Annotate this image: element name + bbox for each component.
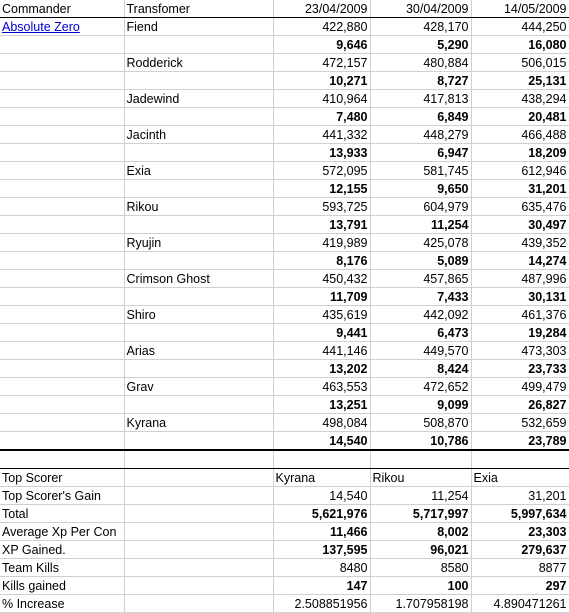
- transformer-name[interactable]: Grav: [124, 378, 273, 396]
- summary-value[interactable]: 23,303: [471, 523, 569, 541]
- summary-spacer[interactable]: [124, 505, 273, 523]
- xp-cell[interactable]: 635,476: [471, 198, 569, 216]
- gain-cell[interactable]: 30,497: [471, 216, 569, 234]
- summary-value[interactable]: 4.890471261: [471, 595, 569, 613]
- commander-link-text[interactable]: Absolute Zero: [2, 20, 80, 34]
- summary-row: [0, 559, 569, 577]
- transformer-name[interactable]: Fiend: [124, 18, 273, 36]
- xp-cell[interactable]: 593,725: [273, 198, 370, 216]
- transformer-name[interactable]: Jacinth: [124, 126, 273, 144]
- summary-label[interactable]: Team Kills: [0, 559, 124, 577]
- summary-spacer[interactable]: [124, 541, 273, 559]
- xp-cell[interactable]: 532,659: [471, 414, 569, 432]
- xp-cell[interactable]: 461,376: [471, 306, 569, 324]
- xp-cell[interactable]: 487,996: [471, 270, 569, 288]
- empty-cell[interactable]: [370, 450, 471, 469]
- xp-cell[interactable]: 581,745: [370, 162, 471, 180]
- xp-cell[interactable]: 435,619: [273, 306, 370, 324]
- xp-cell[interactable]: 506,015: [471, 54, 569, 72]
- summary-value[interactable]: 2.508851956: [273, 595, 370, 613]
- gain-cell[interactable]: 10,786: [370, 432, 471, 451]
- empty-cell[interactable]: [0, 450, 124, 469]
- summary-value[interactable]: 297: [471, 577, 569, 595]
- xp-cell[interactable]: 498,084: [273, 414, 370, 432]
- empty-cell[interactable]: [471, 450, 569, 469]
- gain-cell[interactable]: 31,201: [471, 180, 569, 198]
- header-transformer[interactable]: Transfomer: [124, 0, 273, 18]
- summary-value[interactable]: Rikou: [370, 469, 471, 487]
- transformer-name[interactable]: Rikou: [124, 198, 273, 216]
- transformer-cell[interactable]: [124, 144, 273, 162]
- member-gain-row: [0, 180, 569, 198]
- member-gain-row: [0, 432, 569, 451]
- member-xp-row: [0, 414, 569, 432]
- summary-label[interactable]: Average Xp Per Con: [0, 523, 124, 541]
- xp-cell[interactable]: 444,250: [471, 18, 569, 36]
- gain-cell[interactable]: 7,433: [370, 288, 471, 306]
- xp-cell[interactable]: 499,479: [471, 378, 569, 396]
- gain-cell[interactable]: 6,947: [370, 144, 471, 162]
- summary-value[interactable]: 14,540: [273, 487, 370, 505]
- summary-label[interactable]: Top Scorer: [0, 469, 124, 487]
- member-gain-row: [0, 216, 569, 234]
- transformer-cell[interactable]: [124, 360, 273, 378]
- summary-value[interactable]: 8877: [471, 559, 569, 577]
- commander-cell[interactable]: [0, 54, 124, 72]
- gain-cell[interactable]: 8,424: [370, 360, 471, 378]
- gain-cell[interactable]: 16,080: [471, 36, 569, 54]
- empty-cell[interactable]: [124, 450, 273, 469]
- summary-row: [0, 505, 569, 523]
- gain-cell[interactable]: 13,933: [273, 144, 370, 162]
- gain-cell[interactable]: 13,791: [273, 216, 370, 234]
- summary-value[interactable]: 31,201: [471, 487, 569, 505]
- summary-label[interactable]: Kills gained: [0, 577, 124, 595]
- xp-cell[interactable]: 604,979: [370, 198, 471, 216]
- gain-cell[interactable]: 5,290: [370, 36, 471, 54]
- transformer-name[interactable]: Ryujin: [124, 234, 273, 252]
- xp-cell[interactable]: 442,092: [370, 306, 471, 324]
- gain-cell[interactable]: 13,251: [273, 396, 370, 414]
- member-xp-row: [0, 234, 569, 252]
- summary-value[interactable]: 100: [370, 577, 471, 595]
- transformer-cell[interactable]: [124, 432, 273, 451]
- header-row: [0, 0, 569, 18]
- xp-cell[interactable]: 508,870: [370, 414, 471, 432]
- summary-row: [0, 469, 569, 487]
- xp-cell[interactable]: 428,170: [370, 18, 471, 36]
- xp-cell[interactable]: 466,488: [471, 126, 569, 144]
- commander-cell[interactable]: [0, 36, 124, 54]
- summary-value[interactable]: 8580: [370, 559, 471, 577]
- commander-cell[interactable]: [0, 144, 124, 162]
- gain-cell[interactable]: 20,481: [471, 108, 569, 126]
- summary-row: [0, 541, 569, 559]
- summary-value[interactable]: 5,997,634: [471, 505, 569, 523]
- gain-cell[interactable]: 23,789: [471, 432, 569, 451]
- transformer-name[interactable]: Exia: [124, 162, 273, 180]
- xp-cell[interactable]: 449,570: [370, 342, 471, 360]
- summary-spacer[interactable]: [124, 559, 273, 577]
- commander-cell[interactable]: [0, 396, 124, 414]
- summary-spacer[interactable]: [124, 523, 273, 541]
- transformer-name[interactable]: Jadewind: [124, 90, 273, 108]
- xp-cell[interactable]: 439,352: [471, 234, 569, 252]
- member-gain-row: [0, 396, 569, 414]
- gain-cell[interactable]: 18,209: [471, 144, 569, 162]
- member-gain-row: [0, 324, 569, 342]
- member-xp-row: [0, 54, 569, 72]
- transformer-cell[interactable]: [124, 324, 273, 342]
- commander-cell[interactable]: [0, 234, 124, 252]
- member-xp-row: [0, 90, 569, 108]
- gain-cell[interactable]: 26,827: [471, 396, 569, 414]
- gain-cell[interactable]: 11,254: [370, 216, 471, 234]
- xp-cell[interactable]: 438,294: [471, 90, 569, 108]
- summary-label[interactable]: % Increase: [0, 595, 124, 613]
- member-gain-row: [0, 36, 569, 54]
- summary-value[interactable]: Kyrana: [273, 469, 370, 487]
- xp-cell[interactable]: 463,553: [273, 378, 370, 396]
- transformer-cell[interactable]: [124, 252, 273, 270]
- gain-cell[interactable]: 9,441: [273, 324, 370, 342]
- gain-cell[interactable]: 30,131: [471, 288, 569, 306]
- summary-spacer[interactable]: [124, 595, 273, 613]
- commander-cell[interactable]: [0, 108, 124, 126]
- transformer-cell[interactable]: [124, 180, 273, 198]
- commander-cell[interactable]: [0, 288, 124, 306]
- gain-cell[interactable]: 14,274: [471, 252, 569, 270]
- gain-cell[interactable]: 8,176: [273, 252, 370, 270]
- member-xp-row: [0, 306, 569, 324]
- xp-cell[interactable]: 422,880: [273, 18, 370, 36]
- transformer-cell[interactable]: [124, 288, 273, 306]
- xp-cell[interactable]: 457,865: [370, 270, 471, 288]
- xp-cell[interactable]: 410,964: [273, 90, 370, 108]
- summary-value[interactable]: 8480: [273, 559, 370, 577]
- transformer-cell[interactable]: [124, 396, 273, 414]
- member-xp-row: [0, 342, 569, 360]
- header-date-2[interactable]: 30/04/2009: [370, 0, 471, 18]
- commander-cell[interactable]: [0, 126, 124, 144]
- xp-cell[interactable]: 441,332: [273, 126, 370, 144]
- summary-row: [0, 487, 569, 505]
- commander-cell[interactable]: [0, 378, 124, 396]
- xp-cell[interactable]: 612,946: [471, 162, 569, 180]
- header-commander[interactable]: Commander: [0, 0, 124, 18]
- xp-cell[interactable]: 425,078: [370, 234, 471, 252]
- summary-spacer[interactable]: [124, 469, 273, 487]
- blank-row: [0, 450, 569, 469]
- member-xp-row: [0, 270, 569, 288]
- summary-value[interactable]: 11,254: [370, 487, 471, 505]
- summary-row: [0, 523, 569, 541]
- member-gain-row: [0, 252, 569, 270]
- gain-cell[interactable]: 13,202: [273, 360, 370, 378]
- commander-cell[interactable]: [0, 162, 124, 180]
- gain-cell[interactable]: 12,155: [273, 180, 370, 198]
- transformer-name[interactable]: Kyrana: [124, 414, 273, 432]
- member-gain-row: [0, 72, 569, 90]
- gain-cell[interactable]: 5,089: [370, 252, 471, 270]
- gain-cell[interactable]: 9,099: [370, 396, 471, 414]
- member-gain-row: [0, 108, 569, 126]
- gain-cell[interactable]: 19,284: [471, 324, 569, 342]
- transformer-cell[interactable]: [124, 108, 273, 126]
- commander-cell[interactable]: [0, 414, 124, 432]
- gain-cell[interactable]: 14,540: [273, 432, 370, 451]
- member-xp-row: [0, 162, 569, 180]
- summary-row: [0, 577, 569, 595]
- transformer-name[interactable]: Arias: [124, 342, 273, 360]
- xp-cell[interactable]: 472,652: [370, 378, 471, 396]
- gain-cell[interactable]: 9,650: [370, 180, 471, 198]
- transformer-cell[interactable]: [124, 72, 273, 90]
- member-gain-row: [0, 288, 569, 306]
- commander-cell[interactable]: [0, 198, 124, 216]
- summary-value[interactable]: 5,621,976: [273, 505, 370, 523]
- empty-cell[interactable]: [273, 450, 370, 469]
- gain-cell[interactable]: 10,271: [273, 72, 370, 90]
- commander-cell[interactable]: [0, 72, 124, 90]
- gain-cell[interactable]: 6,849: [370, 108, 471, 126]
- commander-cell[interactable]: [0, 342, 124, 360]
- member-xp-row: [0, 126, 569, 144]
- xp-cell[interactable]: 450,432: [273, 270, 370, 288]
- summary-spacer[interactable]: [124, 487, 273, 505]
- summary-value[interactable]: 279,637: [471, 541, 569, 559]
- summary-row: [0, 595, 569, 613]
- summary-spacer[interactable]: [124, 577, 273, 595]
- header-date-3[interactable]: 14/05/2009: [471, 0, 569, 18]
- xp-cell[interactable]: 448,279: [370, 126, 471, 144]
- summary-value[interactable]: 147: [273, 577, 370, 595]
- gain-cell[interactable]: 11,709: [273, 288, 370, 306]
- transformer-cell[interactable]: [124, 216, 273, 234]
- member-xp-row: [0, 198, 569, 216]
- summary-value[interactable]: 11,466: [273, 523, 370, 541]
- commander-cell[interactable]: [0, 180, 124, 198]
- commander-cell[interactable]: [0, 432, 124, 451]
- transformer-name[interactable]: Crimson Ghost: [124, 270, 273, 288]
- commander-cell[interactable]: [0, 270, 124, 288]
- transformer-cell[interactable]: [124, 36, 273, 54]
- commander-cell[interactable]: [0, 90, 124, 108]
- xp-cell[interactable]: 473,303: [471, 342, 569, 360]
- summary-label[interactable]: XP Gained.: [0, 541, 124, 559]
- xp-cell[interactable]: 417,813: [370, 90, 471, 108]
- summary-label[interactable]: Top Scorer's Gain: [0, 487, 124, 505]
- gain-cell[interactable]: 6,473: [370, 324, 471, 342]
- xp-cell[interactable]: 480,884: [370, 54, 471, 72]
- commander-cell[interactable]: [0, 360, 124, 378]
- header-date-1[interactable]: 23/04/2009: [273, 0, 370, 18]
- commander-cell[interactable]: [0, 306, 124, 324]
- transformer-name[interactable]: Shiro: [124, 306, 273, 324]
- gain-cell[interactable]: 7,480: [273, 108, 370, 126]
- commander-cell[interactable]: [0, 216, 124, 234]
- summary-value[interactable]: 8,002: [370, 523, 471, 541]
- gain-cell[interactable]: 23,733: [471, 360, 569, 378]
- xp-cell[interactable]: 441,146: [273, 342, 370, 360]
- commander-cell[interactable]: [0, 324, 124, 342]
- member-gain-row: [0, 360, 569, 378]
- summary-value[interactable]: 1.707958198: [370, 595, 471, 613]
- commander-cell[interactable]: [0, 252, 124, 270]
- summary-value[interactable]: 5,717,997: [370, 505, 471, 523]
- summary-label[interactable]: Total: [0, 505, 124, 523]
- xp-cell[interactable]: 472,157: [273, 54, 370, 72]
- gain-cell[interactable]: 9,646: [273, 36, 370, 54]
- summary-value[interactable]: 137,595: [273, 541, 370, 559]
- summary-value[interactable]: Exia: [471, 469, 569, 487]
- member-xp-row: [0, 18, 569, 36]
- transformer-name[interactable]: Rodderick: [124, 54, 273, 72]
- gain-cell[interactable]: 25,131: [471, 72, 569, 90]
- summary-value[interactable]: 96,021: [370, 541, 471, 559]
- member-gain-row: [0, 144, 569, 162]
- xp-cell[interactable]: 572,095: [273, 162, 370, 180]
- commander-link[interactable]: [0, 18, 124, 36]
- xp-cell[interactable]: 419,989: [273, 234, 370, 252]
- member-xp-row: [0, 378, 569, 396]
- gain-cell[interactable]: 8,727: [370, 72, 471, 90]
